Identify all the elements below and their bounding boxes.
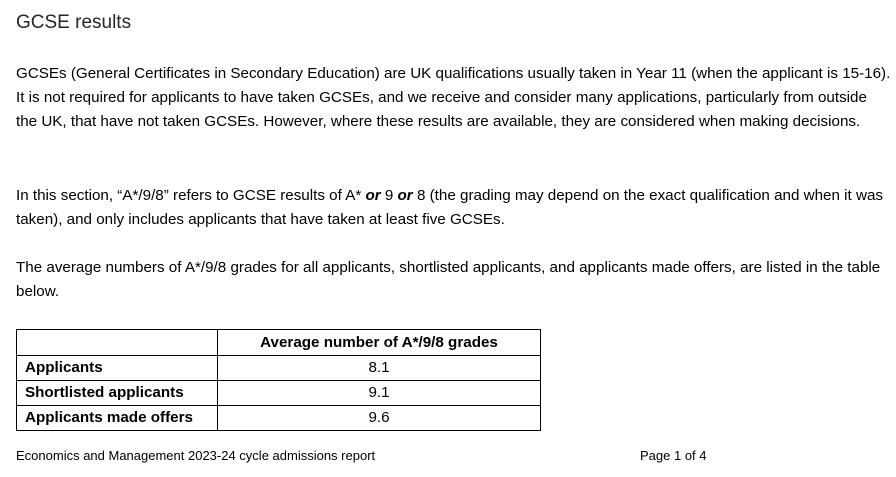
footer-page-number: Page 1 of 4 [640,448,707,463]
section-heading: GCSE results [16,12,132,33]
table-intro-paragraph: The average numbers of A*/9/8 grades for all applicants, shortlisted applicants, and applicants made offers, are listed in the table below. [16,259,881,300]
definition-text-3: 8 (the grading may depend on the exact qualification and when it was taken), and only includes applicants that have taken at least five GCSEs. [16,187,883,228]
table-header-row [17,330,541,356]
intro-paragraph: GCSEs (General Certificates in Secondary Education) are UK qualifications usually taken in Year 11 (when the applicant is 15-16). It is not required for applicants to have taken GCSEs, and we receive and consider many applications, particularly from outside the UK, that have not taken GCSEs. However, where these results are available, they are considered when making decisions. [16,65,891,130]
definition-text-2: 9 [380,187,398,204]
table-corner-cell [17,330,218,356]
table-row [17,381,541,406]
column-header-average-grades: Average number of A*/9/8 grades [218,330,541,356]
table-row [17,406,541,431]
row-label-applicants: Applicants [17,356,218,381]
row-value-shortlisted: 9.1 [218,381,541,406]
grades-table [16,329,541,431]
row-value-applicants: 8.1 [218,356,541,381]
definition-paragraph [16,184,892,232]
or-emphasis-1: or [365,187,381,204]
footer-report-title: Economics and Management 2023-24 cycle admissions report [16,448,376,463]
row-label-shortlisted: Shortlisted applicants [17,381,218,406]
row-value-offers: 9.6 [218,406,541,431]
table-row [17,356,541,381]
row-label-offers: Applicants made offers [17,406,218,431]
definition-text-1: In this section, “A*/9/8” refers to GCSE results of A* [16,187,366,204]
or-emphasis-2: or [397,187,413,204]
